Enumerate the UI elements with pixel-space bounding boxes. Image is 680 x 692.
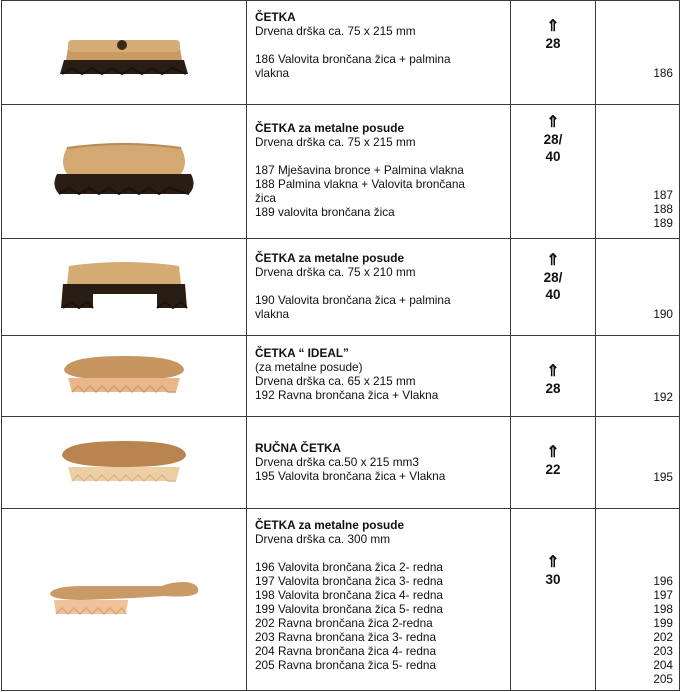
pack-quantity-cell [511, 336, 596, 417]
description-line: Drvena drška ca. 75 x 210 mm [255, 265, 416, 279]
description-line: vlakna [255, 307, 290, 321]
pack-quantity: 28 [545, 381, 561, 396]
description-line: vlakna [255, 66, 290, 80]
pack-quantity: 40 [545, 149, 561, 164]
ideal-brush-light-bristles-icon [54, 348, 194, 404]
description-line: žica [255, 191, 276, 205]
pack-quantity: 28/ [543, 270, 563, 285]
product-code: 195 [653, 470, 673, 484]
description-line: Drvena drška ca. 65 x 215 mm [255, 374, 416, 388]
product-code: 188 [653, 202, 673, 216]
description-line: 199 Valovita brončana žica 5- redna [255, 602, 443, 616]
product-codes-cell [596, 336, 680, 417]
product-description [247, 417, 511, 509]
description-line: 186 Valovita brončana žica + palmina [255, 52, 451, 66]
double-up-arrow-icon: ⇑ [546, 363, 560, 380]
pack-quantity-cell [511, 105, 596, 239]
product-code: 198 [653, 602, 673, 616]
product-image-cell [2, 1, 247, 105]
product-code: 205 [653, 672, 673, 686]
product-code: 199 [653, 616, 673, 630]
product-code: 186 [653, 66, 673, 80]
product-image-cell [2, 105, 247, 239]
product-codes-cell [596, 239, 680, 336]
description-line: Drvena drška ca. 300 mm [255, 532, 391, 546]
pack-quantity: 28 [545, 36, 561, 51]
pack-quantity-cell [511, 417, 596, 509]
description-line: Drvena drška ca. 75 x 215 mm [255, 24, 416, 38]
product-table [1, 0, 680, 691]
pack-quantity-cell [511, 509, 596, 691]
hand-brush-light-bristles-icon [54, 433, 194, 493]
product-title: ČETKA za metalne posude [255, 518, 405, 532]
product-title: ČETKA “ IDEAL” [255, 346, 349, 360]
scrub-brush-dark-bristles-icon [54, 18, 194, 88]
double-up-arrow-icon: ⇑ [546, 444, 560, 461]
description-line: (za metalne posude) [255, 360, 363, 374]
product-code: 202 [653, 630, 673, 644]
product-image-cell [2, 336, 247, 417]
pack-quantity-cell [511, 239, 596, 336]
pack-quantity: 30 [545, 572, 561, 587]
description-line: 198 Valovita brončana žica 4- redna [255, 588, 443, 602]
table-row [2, 239, 680, 336]
double-up-arrow-icon: ⇑ [546, 554, 560, 571]
product-description [247, 105, 511, 239]
pack-quantity-cell [511, 1, 596, 105]
double-up-arrow-icon: ⇑ [546, 252, 560, 269]
description-line: 190 Valovita brončana žica + palmina [255, 293, 451, 307]
notched-brush-dark-bristles-icon [49, 254, 199, 320]
description-line: 189 valovita brončana žica [255, 205, 395, 219]
product-code: 203 [653, 644, 673, 658]
pack-quantity: 40 [545, 287, 561, 302]
description-line: 187 Mješavina bronce + Palmina vlakna [255, 163, 464, 177]
description-line: 203 Ravna brončana žica 3- redna [255, 630, 437, 644]
product-description [247, 509, 511, 691]
table-row [2, 105, 680, 239]
product-image-cell [2, 509, 247, 691]
description-line: 197 Valovita brončana žica 3- redna [255, 574, 443, 588]
product-title: ČETKA [255, 10, 296, 24]
product-code: 192 [653, 390, 673, 404]
pack-quantity: 28/ [543, 132, 563, 147]
description-line: 204 Ravna brončana žica 4- redna [255, 644, 437, 658]
product-image-cell [2, 239, 247, 336]
description-line: 188 Palmina vlakna + Valovita brončana [255, 177, 465, 191]
description-line: 205 Ravna brončana žica 5- redna [255, 658, 437, 672]
product-codes-cell [596, 417, 680, 509]
long-handle-brush-icon [44, 570, 204, 630]
description-line: 196 Valovita brončana žica 2- redna [255, 560, 443, 574]
product-codes-cell [596, 509, 680, 691]
product-title: RUČNA ČETKA [255, 441, 342, 455]
description-line: 202 Ravna brončana žica 2-redna [255, 616, 433, 630]
table-row [2, 509, 680, 691]
oval-brush-dark-bristles-icon [49, 132, 199, 212]
description-line: 195 Valovita brončana žica + Vlakna [255, 469, 446, 483]
description-line: Drvena drška ca. 75 x 215 mm [255, 135, 416, 149]
pack-quantity: 22 [545, 462, 561, 477]
product-description [247, 336, 511, 417]
description-line: Drvena drška ca.50 x 215 mm3 [255, 455, 419, 469]
product-image-cell [2, 417, 247, 509]
table-row [2, 417, 680, 509]
product-codes-cell [596, 1, 680, 105]
double-up-arrow-icon: ⇑ [546, 114, 560, 131]
product-code: 187 [653, 188, 673, 202]
product-code: 189 [653, 216, 673, 230]
product-title: ČETKA za metalne posude [255, 251, 405, 265]
product-title: ČETKA za metalne posude [255, 121, 405, 135]
product-code: 197 [653, 588, 673, 602]
product-code: 190 [653, 307, 673, 321]
double-up-arrow-icon: ⇑ [546, 18, 560, 35]
description-line: 192 Ravna brončana žica + Vlakna [255, 388, 439, 402]
product-code: 204 [653, 658, 673, 672]
product-description [247, 1, 511, 105]
table-row [2, 1, 680, 105]
product-description [247, 239, 511, 336]
table-row [2, 336, 680, 417]
product-code: 196 [653, 574, 673, 588]
product-codes-cell [596, 105, 680, 239]
